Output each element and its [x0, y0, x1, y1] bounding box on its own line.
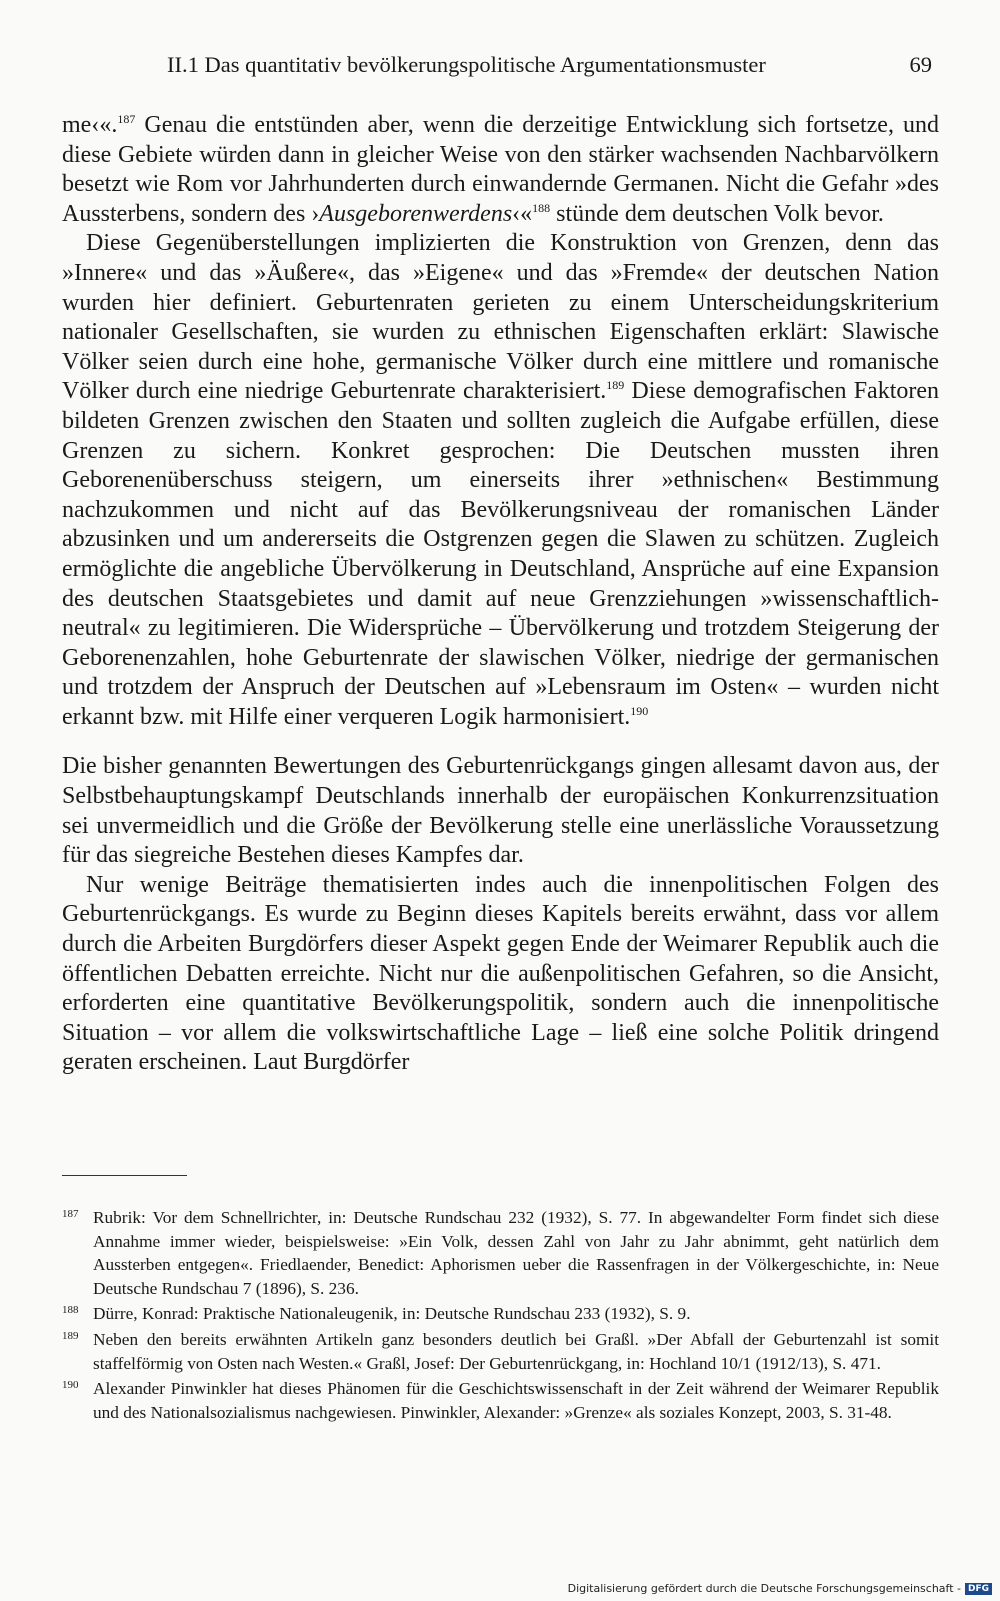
text-run: me‹«. [62, 112, 118, 138]
credit-text: Digitalisierung gefördert durch die Deutsche Forschungsgemeinschaft - [567, 1582, 961, 1595]
footnote-text: Neben den bereits erwähnten Artikeln ganz besonders deutlich bei Graßl. »Der Abfall der Geburtenzahl ist somit staffelförmig von Osten nach Westen.« Graßl, Josef: Der Geburtenrückgang, in: Hochland 10/1 (1912/13), S. 471. [93, 1329, 939, 1373]
footnote-text: Rubrik: Vor dem Schnellrichter, in: Deutsche Rundschau 232 (1932), S. 77. In abgewandelter Form findet sich diese Annahme immer wieder, beispielsweise: »Ein Volk, dessen Zahl von Jahr zu Jahr abnimmt, geht natürlich dem Aussterben entgegen«. Friedlaender, Benedict: Aphorismen ueber die Rassenfragen in der Völkergeschichte, in: Neue Deutsche Rundschau 7 (1896), S. 236. [93, 1208, 939, 1298]
text-run: Genau die entstünden aber, wenn die derzeitige Entwicklung sich fortsetze, und diese Gebiete würden dann in gleicher Weise von den stärker wachsenden Nachbarvölkern besetzt wie Rom vor Jahrhunderten durch einwandernde Germanen. Nicht die Gefahr »des Aussterbens, sondern des › [62, 112, 939, 227]
paragraph-1 [62, 111, 939, 229]
text-run: stünde dem deutschen Volk bevor. [550, 200, 884, 227]
footnote-ref-190[interactable]: 190 [630, 703, 649, 718]
text-run: Diese Gegenüberstellungen implizierten die Konstruktion von Grenzen, denn das »Innere« und das »Äußere«, das »Eigene« und das »Fremde« der deutschen Nation wurden hier definiert. Geburtenraten gerieten zu einem Unterscheidungskriterium nationaler Gesellschaften, sie wurden zu ethnischen Eigenschaften erklärt: Slawische Völker seien durch eine hohe, germanische Völker durch eine mittlere und romanische Völker durch eine niedrige Geburtenrate charakterisiert. [62, 230, 939, 405]
text-run: Diese demografischen Faktoren bildeten Grenzen zwischen den Staaten und sollten zugleich die Aufgabe erfüllen, diese Grenzen zu sichern. Konkret gesprochen: Die Deutschen mussten ihren Geborenenüberschuss steigern, um einerseits ihrer »ethnischen« Bestimmung nachzukommen und nicht auf das Bevölkerungsniveau der romanischen Länder abzusinken und um andererseits die Ostgrenzen gegen die Slawen zu schützen. Zugleich ermöglichte die angebliche Übervölkerung in Deutschland, Ansprüche auf eine Expansion des deutschen Staatsgebietes und damit auf neue Grenzziehungen »wissenschaftlich-neutral« zu legitimieren. Die Widersprüche – Übervölkerung und trotzdem Steigerung der Geborenenzahlen, hohe Geburtenrate der slawischen Völker, niedrige der germanischen und trotzdem der Anspruch der Deutschen auf »Lebensraum im Osten« – wurden nicht erkannt bzw. mit Hilfe einer verqueren Logik harmonisiert. [62, 378, 940, 730]
footnote-number: 190 [62, 1379, 79, 1392]
running-title: II.1 Das quantitativ bevölkerungspolitische Argumentationsmuster [167, 52, 766, 77]
dfg-logo: DFG [965, 1583, 992, 1595]
footnotes [62, 1206, 939, 1426]
running-header [62, 52, 938, 88]
footnote-text: Dürre, Konrad: Praktische Nationaleugenik, in: Deutsche Rundschau 233 (1932), S. 9. [93, 1304, 691, 1324]
emphasis-text: Ausgeborenwerdens [319, 200, 513, 227]
footnote-ref-188[interactable]: 188 [532, 200, 551, 215]
footnote-187 [62, 1206, 939, 1300]
footnote-188 [62, 1302, 939, 1326]
footnote-190 [62, 1377, 939, 1424]
paragraph-2 [62, 229, 939, 732]
digitization-credit [568, 1582, 992, 1595]
footnote-number: 187 [62, 1208, 79, 1220]
footnote-text: Alexander Pinwinkler hat dieses Phänomen für die Geschichtswissenschaft in der Zeit während der Weimarer Republik und des Nationalsozialismus nachgewiesen. Pinwinkler, Alexander: »Grenze« als soziales Konzept, 2003, S. 31-48. [93, 1379, 939, 1422]
footnote-number: 188 [62, 1304, 79, 1317]
paragraph-4: Nur wenige Beiträge thematisierten indes auch die innenpolitischen Folgen des Geburtenrückgangs. Es wurde zu Beginn dieses Kapitels bereits erwähnt, dass vor allem durch die Arbeiten Burgdörfers dieser Aspekt gegen Ende der Weimarer Republik auch die öffentlichen Debatten erreichte. Nicht nur die außenpolitischen Gefahren, so die Ansicht, erforderten eine quantitative Bevölkerungspolitik, sondern auch die innenpolitische Situation – vor allem die volkswirtschaftliche Lage – ließ eine solche Politik dringend geraten erscheinen. Laut Burgdörfer [62, 871, 939, 1076]
footnote-ref-189[interactable]: 189 [606, 378, 625, 393]
footnote-189 [62, 1328, 939, 1375]
text-run: ‹« [512, 200, 533, 227]
footnote-ref-187[interactable]: 187 [117, 112, 136, 126]
paragraph-3: Die bisher genannten Bewertungen des Geburtenrückgangs gingen allesamt davon aus, der Selbstbehauptungskampf Deutschlands innerhalb der europäischen Konkurrenzsituation sei unvermeidlich und die Größe der Bevölkerung stelle eine unerlässliche Voraussetzung für das siegreiche Bestehen dieses Kampfes dar. [62, 753, 939, 869]
footnote-separator [62, 1175, 187, 1176]
footnote-number: 189 [62, 1329, 79, 1342]
page-number: 69 [909, 52, 932, 77]
main-text [62, 111, 939, 1078]
